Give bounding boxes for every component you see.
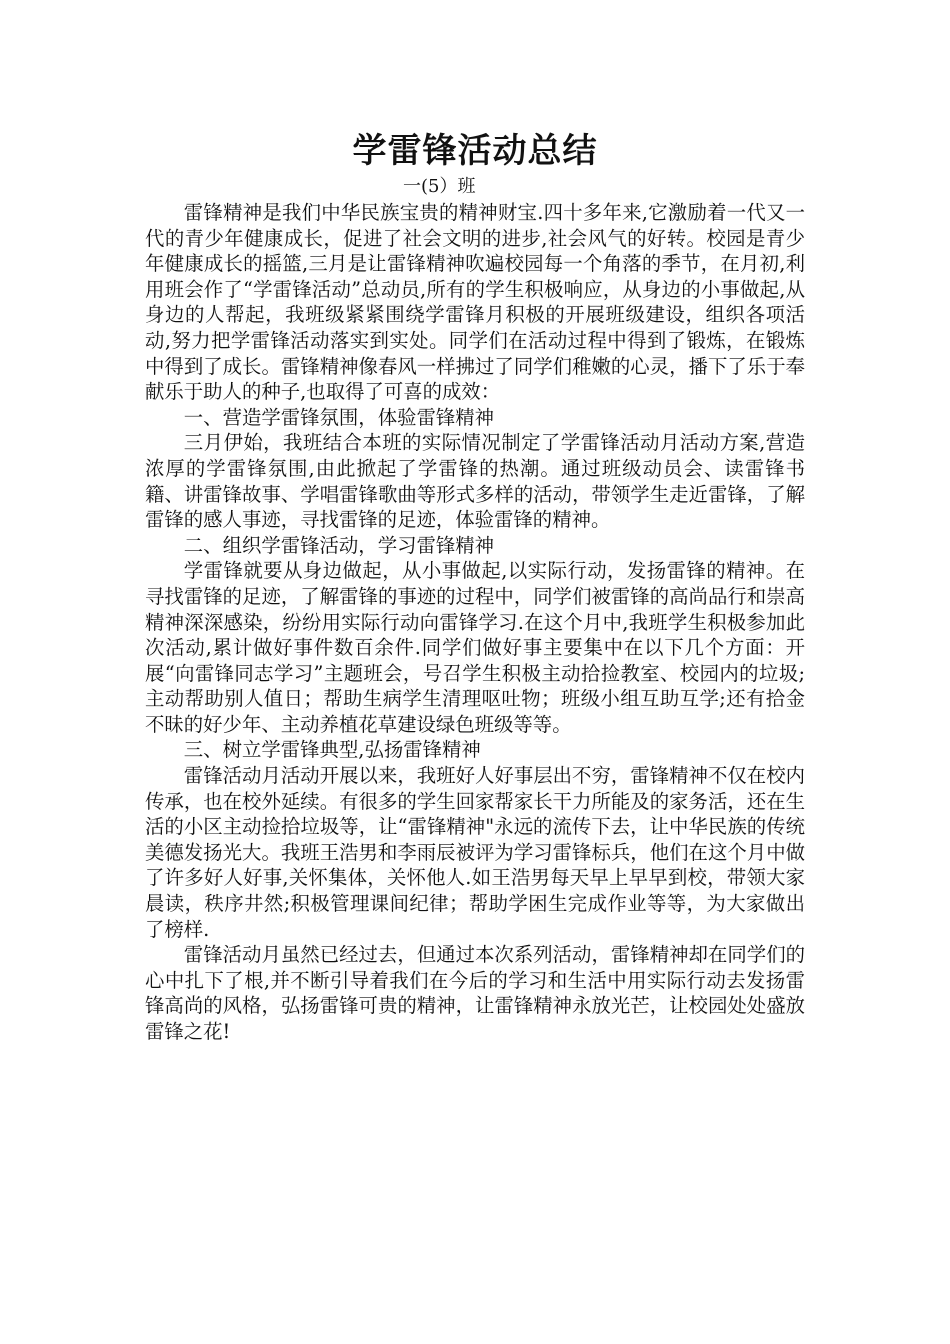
section-3-paragraph: 雷锋活动月活动开展以来，我班好人好事层出不穷，雷锋精神不仅在校内传承，也在校外延续。有很多的学生回家帮家长干力所能及的家务活，还在生活的小区主动捡拾垃圾等，让“雷锋精神"永远的流传下去，让中华民族的传统美德发扬光大。我班王浩男和李雨辰被评为学习雷锋标兵，他们在这个月中做了许多好人好事,关怀集体，关怀他人.如王浩男每天早上早早到校，带领大家晨读，秩序井然;积极管理课间纪律；帮助学困生完成作业等等，为大家做出了榜样. [145, 764, 805, 941]
document-page [145, 128, 805, 1045]
section-heading-3: 三、树立学雷锋典型,弘扬雷锋精神 [183, 738, 481, 762]
section-heading-2: 二、组织学雷锋活动，学习雷锋精神 [183, 533, 495, 557]
closing-paragraph: 雷锋活动月虽然已经过去，但通过本次系列活动，雷锋精神却在同学们的心中扎下了根,并不断引导着我们在今后的学习和生活中用实际行动去发扬雷锋高尚的风格，弘扬雷锋可贵的精神，让雷锋精神永放光芒，让校园处处盛放雷锋之花! [145, 943, 805, 1043]
section-1-paragraph: 三月伊始，我班结合本班的实际情况制定了学雷锋活动月活动方案,营造浓厚的学雷锋氛围,由此掀起了学雷锋的热潮。通过班级动员会、读雷锋书籍、讲雷锋故事、学唱雷锋歌曲等形式多样的活动，带领学生走近雷锋，了解雷锋的感人事迹，寻找雷锋的足迹，体验雷锋的精神。 [145, 431, 805, 532]
intro-paragraph: 雷锋精神是我们中华民族宝贵的精神财宝.四十多年来,它激励着一代又一代的青少年健康成长，促进了社会文明的进步,社会风气的好转。校园是青少年健康成长的摇篮,三月是让雷锋精神吹遍校园每一个角落的季节，在月初,利用班会作了“学雷锋活动”总动员,所有的学生积极响应，从身边的小事做起,从身边的人帮起，我班级紧紧围绕学雷锋月积极的开展班级建设，组织各项活动,努力把学雷锋活动落实到实处。同学们在活动过程中得到了锻炼，在锻炼中得到了成长。雷锋精神像春风一样拂过了同学们稚嫩的心灵，播下了乐于奉献乐于助人的种子,也取得了可喜的成效： [145, 201, 805, 404]
class-name: 一(5）班 [403, 176, 476, 197]
document-title: 学雷锋活动总结 [352, 131, 598, 171]
section-heading-1: 一、营造学雷锋氛围，体验雷锋精神 [183, 405, 495, 429]
section-2-paragraph: 学雷锋就要从身边做起，从小事做起,以实际行动，发扬雷锋的精神。在寻找雷锋的足迹，了解雷锋的事迹的过程中，同学们被雷锋的高尚品行和崇高精神深深感染，纷纷用实际行动向雷锋学习.在这个月中,我班学生积极参加此次活动,累计做好事件数百余件.同学们做好事主要集中在以下几个方面：开展“向雷锋同志学习”主题班会，号召学生积极主动拾捡教室、校园内的垃圾;主动帮助别人值日；帮助生病学生清理呕吐物；班级小组互助互学;还有拾金不昧的好少年、主动养植花草建设绿色班级等等。 [145, 559, 805, 736]
